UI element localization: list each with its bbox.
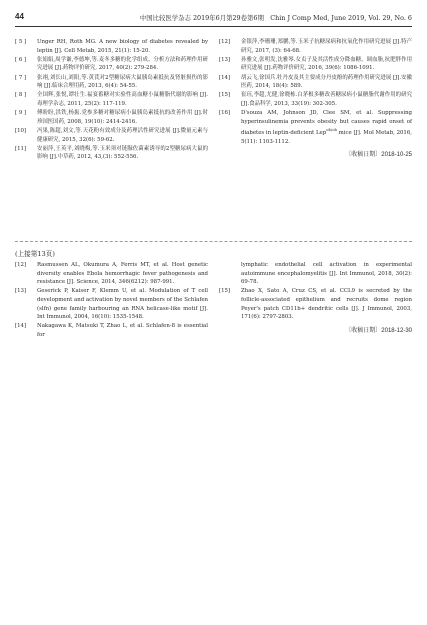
reference-item: [15] Zhao X, Sato A, Cruz CS, et al. CCL9 is secreted by the follicle-associated epithelium and recruits dome region Peyer's patch CD11b+ dendritic cells [J]. J Immunol, 2003, 171(6): 2797-2803.: [219, 288, 412, 321]
received-date: 〔收稿日期〕2018-10-25: [345, 152, 412, 159]
references-top-right: [219, 38, 412, 160]
page-header: [15, 12, 412, 24]
reference-item: [14] 胡云飞,徐国兵.牡丹皮及其主要成分丹皮酚的药理作用研究进展 [J].安徽医药, 2014, 18(4): 589.: [219, 74, 412, 90]
reference-item: lymphatic endothelial cell activation in experimental autoimmune encephalomyelitis [J]. Int Immunol, 2018, 30(2): 69-78.: [241, 262, 412, 286]
references-bottom-left: [15, 261, 208, 340]
reference-item: [10] 冯果,陈超,刘文,等.天花粉有效成分及药理活性研究进展 [J].微量元素与健康研究, 2015, 32(6): 59-62.: [15, 127, 208, 143]
reference-item: [ 8 ] 全国辉,张悦,谭壮生.福宴蓄糖对实验性高血糖小鼠糖脂代谢的影响 [J].毒理学杂志, 2011, 25(2): 117-119.: [15, 92, 208, 107]
reference-item: [12] Rasmussen AL, Okumura A, Ferris MT, et al. Host genetic diversity enables Ebola hemorrhagic fever pathogenesis and resistance [J]. Science, 2014, 346(6212): 987-991.: [15, 262, 208, 286]
references-bottom-right: [219, 261, 412, 335]
reference-item: [12] 金银萍,李珊珊,郑鹏,等.玉米子抗糖尿病和抗氧化作用研究进展 [J].特产研究, 2017, (3): 64-68.: [219, 39, 412, 54]
reference-item: [13] Geserick P, Kaiser F, Klemm U, et al. Modulation of T cell development and activation by novel members of the Schlafen (slfn) gene family harbouring an RNA helicase-like motif [J]. Int Immunol, 2004, 16(10): 1535-1548.: [15, 288, 208, 321]
page-number: 44: [15, 12, 24, 21]
reference-item: [ 7 ] 张翊,刘长山,刘阳,等.黄芪对2型糖尿病大鼠胰岛素抵抗及肾脏损伤的影响 [J].临床合理用药, 2013, 6(4): 54-55.: [15, 74, 208, 90]
reference-item: [13] 孙雅文,张明发,沈雅琴.女贞子及其活性成分降血糖、调血脂,抗肥胖作用研究进展 [J].药物评价研究, 2016, 39(6): 1086-1091.: [219, 56, 412, 72]
reference-item: [ 6 ] 张娟娟,周学谦,李德坤,等.麦冬多糖的化学组成、分析方法和药理作用研究进展 [J].药物评价研究, 2017, 40(2): 279-284.: [15, 56, 208, 72]
received-date: 〔收稿日期〕2018-12-30: [345, 327, 412, 334]
references-top-left: [15, 38, 208, 162]
header-rule: [15, 26, 412, 27]
superscript-genotype: ob/ob: [326, 127, 337, 133]
continuation-title: (上接第13页): [15, 250, 55, 258]
reference-item: [15] 崔珏,李超,尤健,徐晓栋.白茅根多糖改善糖尿病小鼠糖脂代谢作用的研究 [J].食品科学, 2013, 33(19): 302-305.: [219, 92, 412, 107]
section-separator: [15, 241, 412, 242]
reference-item: [14] Nakagawa K, Matsuki T, Zhao L, et al. Schlafen-8 is essential for: [15, 323, 208, 338]
reference-item: [ 5 ] Unger RH, Roth MG. A new biology of diabetes revealed by leptin [J]. Cell Metab, 2015, 21(1): 15-20.: [15, 39, 208, 54]
reference-item: [16] D'souza AM, Johnson JD, Clee SM, et al. Suppressing hyperinsulinemia prevents obesity but causes rapid onset of diabetes in leptin-deficient Lep$^{ob/ob}$ mice [J]. Mol Metab, 2016, 5(11): 1103-1112.: [219, 110, 412, 145]
reference-item: [11] 安丽萍,王英平,刘晓梅,等.玉米须对链脲佐菌素诱导的2型糖尿病大鼠的影响 [J].中草药, 2012, 43,(3): 552-556.: [15, 145, 208, 161]
journal-running-title: 中国比较医学杂志 2019年6月第29卷第6期 Chin J Comp Med, June 2019, Vol. 29, No. 6: [139, 14, 412, 22]
reference-item: [ 9 ] 傅盼盼,洪铁,杨振.党参多糖对糖尿病小鼠胰岛素抵抗的改善作用 [J].时珍国医国药, 2008, 19(10): 2414-2416.: [15, 110, 208, 125]
